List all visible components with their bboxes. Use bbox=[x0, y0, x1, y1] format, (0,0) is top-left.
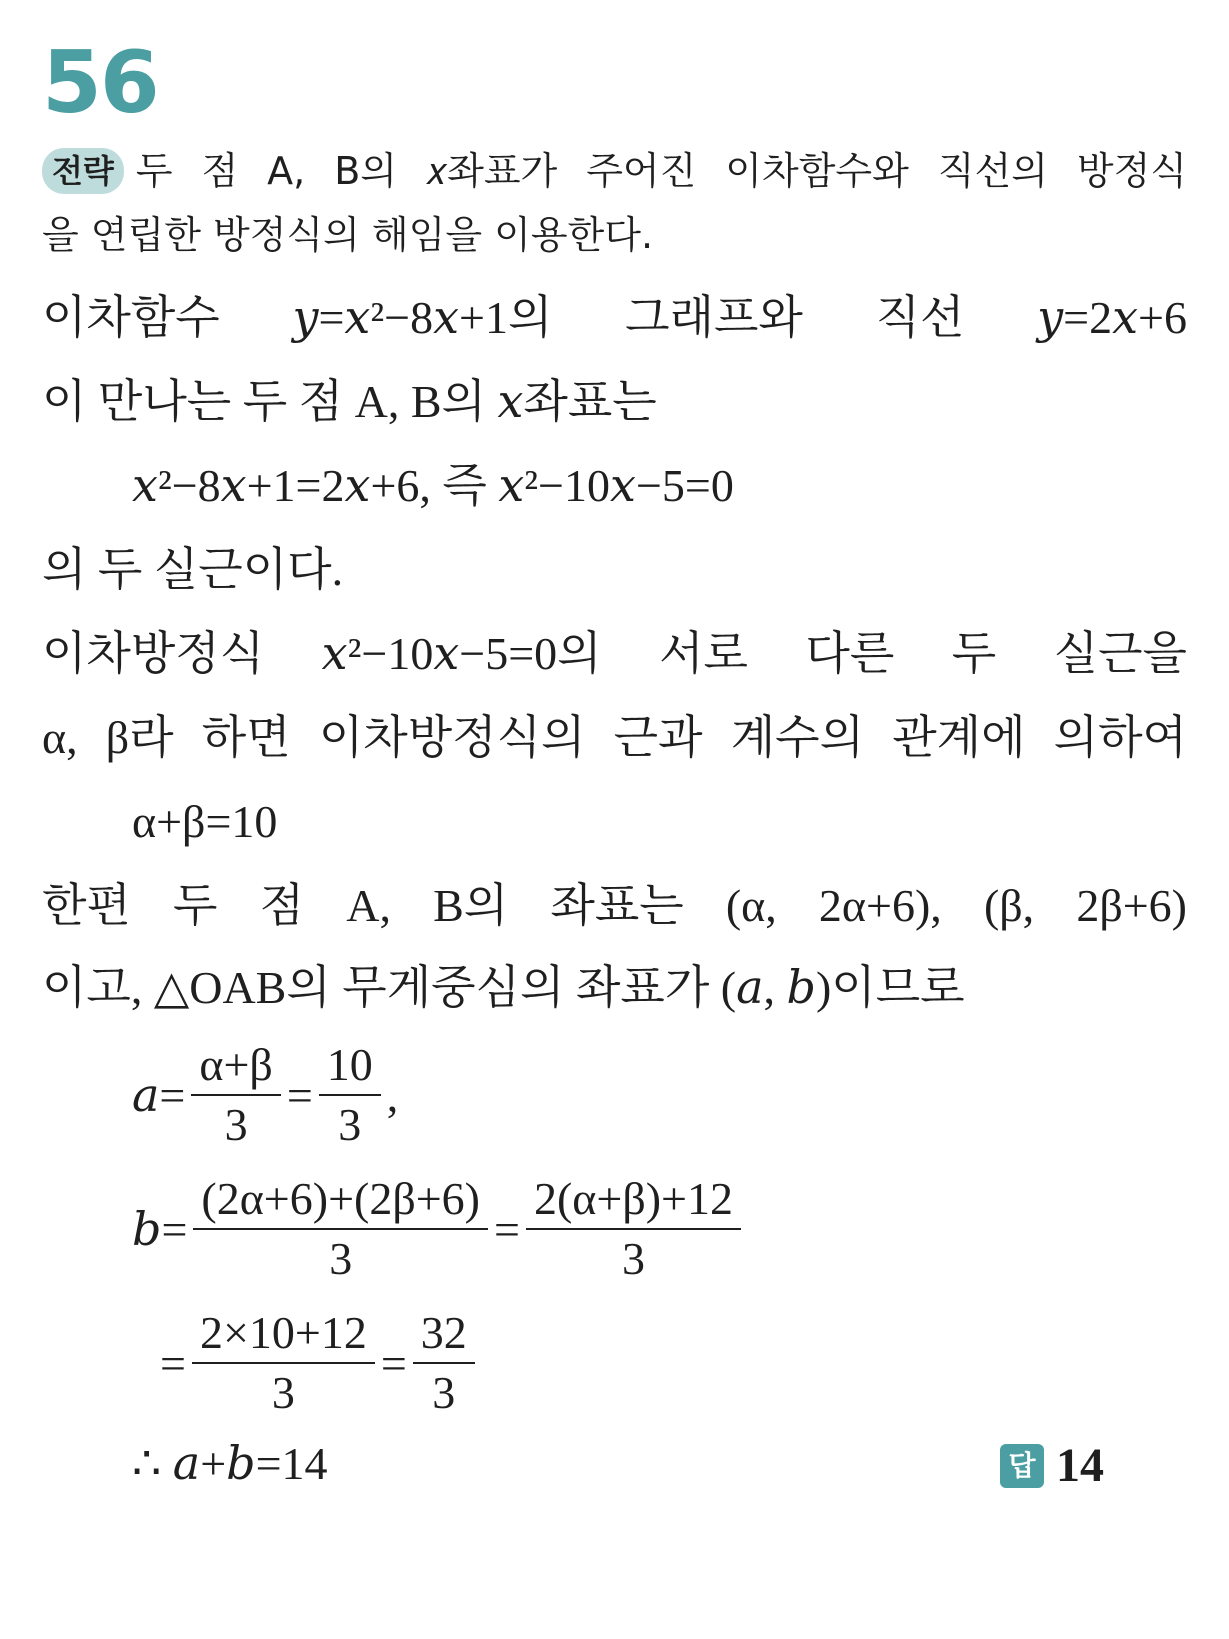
solution-line-7: α+β=10 bbox=[132, 796, 278, 847]
solution-line-2: 이 만나는 두 점 A, B의 𝑥좌표는 bbox=[42, 376, 657, 427]
strategy-line-1 bbox=[42, 146, 1187, 196]
fraction-denominator: 3 bbox=[271, 1367, 295, 1418]
problem-number: 56 bbox=[42, 33, 158, 133]
conclusion-line: ∴ 𝑎+𝑏=14 bbox=[132, 1438, 328, 1489]
equation-b-lhs: 𝑏= bbox=[132, 1204, 188, 1255]
fraction-a-1 bbox=[191, 1038, 280, 1152]
fraction-b-1 bbox=[193, 1172, 488, 1286]
answer-badge: 답 bbox=[1000, 1444, 1044, 1488]
fraction-numerator: 2×10+12 bbox=[192, 1306, 375, 1364]
equals-sign: = bbox=[380, 1337, 407, 1389]
fraction-numerator: α+β bbox=[191, 1038, 280, 1096]
solution-line-1: 이차함수 𝑦=𝑥²−8𝑥+1의 그래프와 직선 𝑦=2𝑥+6 bbox=[42, 292, 1187, 343]
equals-sign: = bbox=[160, 1337, 186, 1389]
equals-sign: = bbox=[494, 1203, 520, 1255]
fraction-denominator: 3 bbox=[432, 1367, 456, 1418]
fraction-denominator: 3 bbox=[338, 1099, 362, 1150]
equation-a bbox=[132, 1038, 398, 1152]
equation-b-continued bbox=[160, 1306, 481, 1420]
solution-line-5: 이차방정식 𝑥²−10𝑥−5=0의 서로 다른 두 실근을 bbox=[42, 628, 1187, 679]
fraction-numerator: (2α+6)+(2β+6) bbox=[193, 1172, 488, 1230]
strategy-line-2: 을 연립한 방정식의 해임을 이용한다. bbox=[42, 213, 654, 257]
equation-a-lhs: 𝑎= bbox=[132, 1070, 186, 1121]
strategy-text-1: 두 점 A, B의 𝑥좌표가 주어진 이차함수와 직선의 방정식 bbox=[135, 149, 1187, 193]
fraction-b-4 bbox=[413, 1306, 475, 1420]
solution-line-3: 𝑥²−8𝑥+1=2𝑥+6, 즉 𝑥²−10𝑥−5=0 bbox=[132, 460, 734, 511]
solution-line-9: 이고, △OAB의 무게중심의 좌표가 (𝑎, 𝑏)이므로 bbox=[42, 962, 965, 1013]
fraction-b-2 bbox=[526, 1172, 741, 1286]
comma: , bbox=[386, 1069, 399, 1121]
solution-line-6: α, β라 하면 이차방정식의 근과 계수의 관계에 의하여 bbox=[42, 712, 1187, 763]
equals-sign: = bbox=[286, 1069, 313, 1121]
fraction-denominator: 3 bbox=[621, 1233, 645, 1284]
equation-b bbox=[132, 1172, 747, 1286]
fraction-numerator: 10 bbox=[319, 1038, 381, 1096]
answer-value: 14 bbox=[1056, 1439, 1104, 1492]
fraction-numerator: 32 bbox=[413, 1306, 475, 1364]
fraction-b-3 bbox=[192, 1306, 375, 1420]
solution-line-8: 한편 두 점 A, B의 좌표는 (α, 2α+6), (β, 2β+6) bbox=[42, 880, 1187, 931]
strategy-badge: 전략 bbox=[42, 148, 124, 194]
fraction-denominator: 3 bbox=[224, 1099, 248, 1150]
fraction-numerator: 2(α+β)+12 bbox=[526, 1172, 741, 1230]
solution-line-4: 의 두 실근이다. bbox=[42, 544, 344, 595]
fraction-denominator: 3 bbox=[329, 1233, 353, 1284]
fraction-a-2 bbox=[319, 1038, 381, 1152]
